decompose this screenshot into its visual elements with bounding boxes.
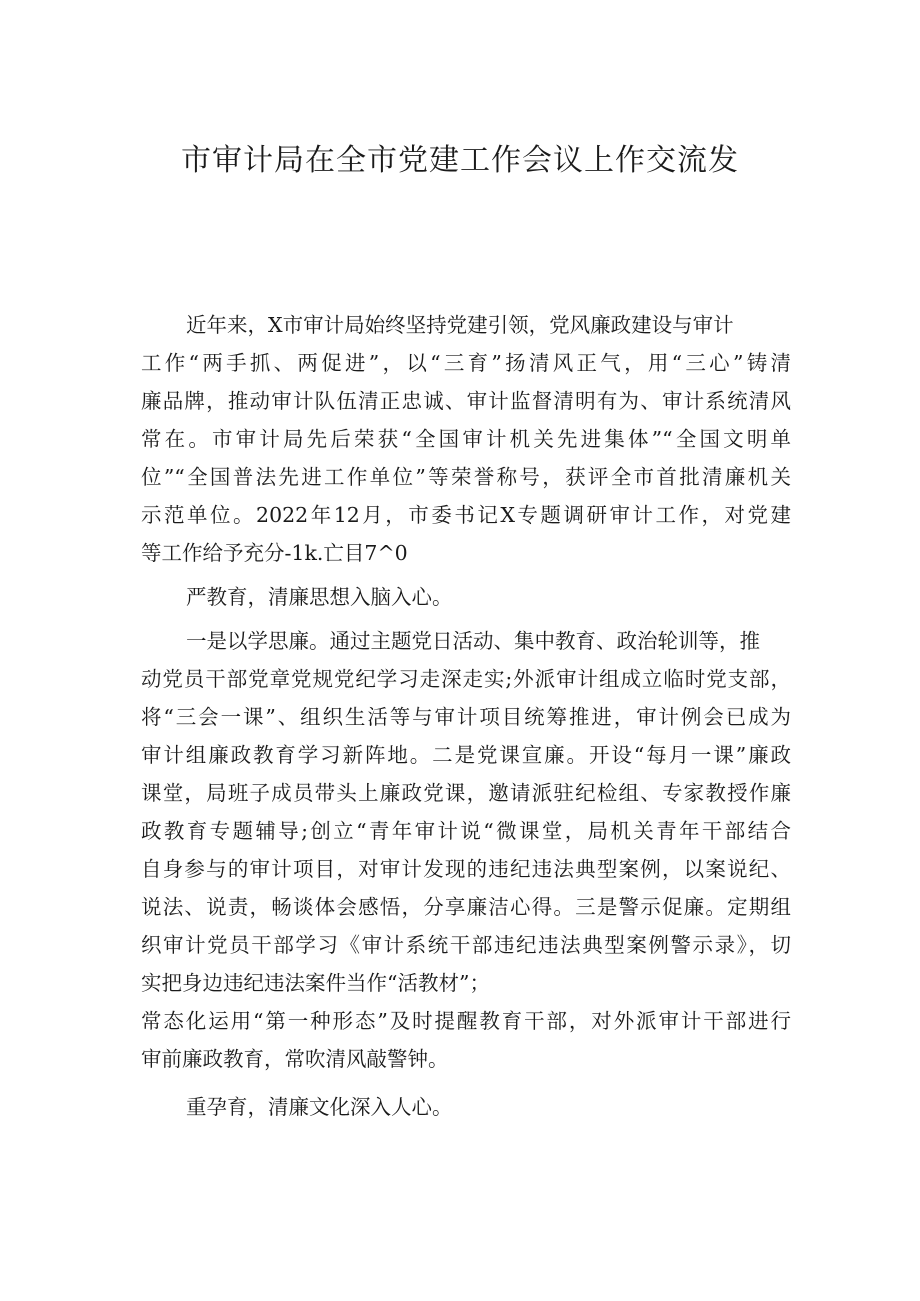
paragraph-line: 将“三会一课”、组织生活等与审计项目统筹推进，审计例会已成为 — [141, 705, 791, 729]
paragraph-line: 近年来，X市审计局始终坚持党建引领，党风廉政建设与审计 — [186, 313, 734, 337]
paragraph-line: 工作“两手抓、两促进”，以“三育”扬清风正气，用“三心”铸清 — [141, 351, 791, 375]
paragraph-line: 织审计党员干部学习《审计系统干部违纪违法典型案例警示录》，切 — [141, 933, 791, 957]
paragraph-line: 动党员干部党章党规党纪学习走深走实;外派审计组成立临时党支部， — [141, 667, 791, 691]
section-heading: 严教育，清廉思想入脑入心。 — [186, 585, 453, 609]
paragraph-line: 示范单位。2022年12月，市委书记X专题调研审计工作，对党建 — [141, 503, 791, 527]
paragraph-line: 常在。市审计局先后荣获“全国审计机关先进集体”“全国文明单 — [141, 427, 791, 451]
paragraph-line: 课堂，局班子成员带头上廉政党课，邀请派驻纪检组、专家教授作廉 — [141, 781, 791, 805]
document-title: 市审计局在全市党建工作会议上作交流发 — [181, 143, 739, 178]
paragraph-line: 说法、说责，畅谈体会感悟，分享廉洁心得。三是警示促廉。定期组 — [141, 895, 791, 919]
paragraph-line: 位”“全国普法先进工作单位”等荣誉称号，获评全市首批清廉机关 — [141, 465, 791, 489]
paragraph-line: 常态化运用“第一种形态”及时提醒教育干部，对外派审计干部进行 — [141, 1009, 791, 1033]
paragraph-line: 廉品牌，推动审计队伍清正忠诚、审计监督清明有为、审计系统清风 — [141, 389, 791, 413]
document-body — [141, 306, 791, 1126]
paragraph-line: 自身参与的审计项目，对审计发现的违纪违法典型案例，以案说纪、 — [141, 857, 791, 881]
paragraph-line: 实把身边违纪违法案件当作“活教材”； — [141, 971, 490, 995]
paragraph-line: 审前廉政教育，常吹清风敲警钟。 — [141, 1047, 449, 1071]
paragraph-line: 政教育专题辅导;创立“青年审计说“微课堂，局机关青年干部结合 — [141, 819, 791, 843]
paragraph-line: 一是以学思廉。通过主题党日活动、集中教育、政治轮训等，推 — [186, 629, 760, 653]
paragraph-line: 等工作给予充分-1k.亡目7^0 — [141, 541, 408, 565]
paragraph-line: 审计组廉政教育学习新阵地。二是党课宣廉。开设“每月一课”廉政 — [141, 743, 791, 767]
section-heading: 重孕育，清廉文化深入人心。 — [186, 1095, 453, 1119]
